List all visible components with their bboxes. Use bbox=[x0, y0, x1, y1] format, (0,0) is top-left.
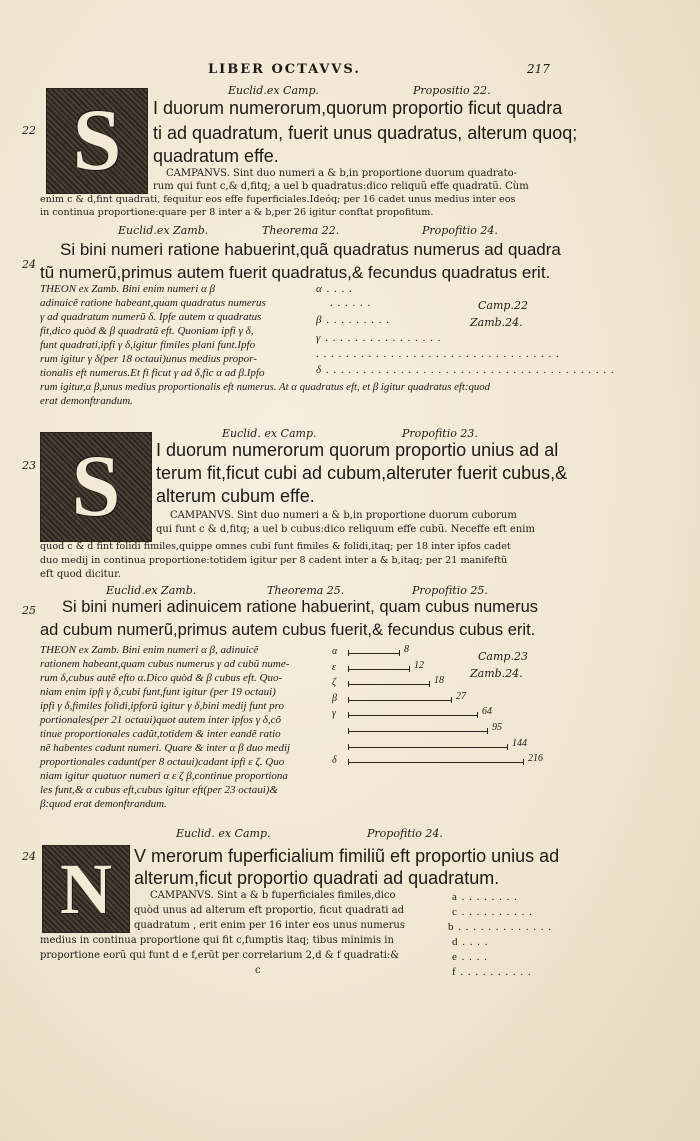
prop25-theon-text: niam igitur quatuor numeri α ε ζ β,continue proportiona bbox=[40, 770, 288, 782]
prop22-margin-number: 22 bbox=[22, 124, 36, 137]
prop23-margin-number: 23 bbox=[22, 459, 36, 472]
dotted-figure-row: α . . . . bbox=[316, 283, 353, 295]
segment-letter: ε bbox=[332, 661, 336, 673]
prop22-ref-right: Propositio 22. bbox=[413, 84, 491, 97]
dotted-figure-row: f . . . . . . . . . . bbox=[452, 966, 532, 978]
segment-value: 12 bbox=[414, 659, 424, 671]
prop24a-ref-right: Propofitio 24. bbox=[422, 224, 498, 237]
prop23-campanus-text: quod c & d fint folidi fimiles,quippe omnes cubi funt fimiles & folidi,itaq; per 18 inter ipfos cadet bbox=[40, 541, 511, 552]
dotted-figure-row: b . . . . . . . . . . . . . bbox=[448, 921, 552, 933]
prop23-campanus-text: qui funt c & d,fitq; a uel b cubus:dico reliquum effe cubũ. Neceffe eft enim bbox=[156, 524, 535, 535]
prop22-campanus-text: in continua proportione:quare per 8 inter a & b,per 26 igitur conftat propofitum. bbox=[40, 207, 434, 218]
prop24a-theon-text: adinuicẽ ratione habeant,quam quadratus numerus bbox=[40, 297, 266, 309]
segment-line bbox=[348, 747, 508, 748]
prop25-theon-text: nẽ habentes cadunt numeri. Quare & inter α β duo medij bbox=[40, 742, 291, 754]
segment-letter: β bbox=[332, 692, 337, 704]
prop24a-theon-text: γ ad quadratum numerũ δ. Ipfe autem α quadratus bbox=[40, 311, 262, 323]
prop24a-theon-text: THEON ex Zamb. Bini enim numeri α β bbox=[40, 283, 216, 295]
segment-letter: γ bbox=[332, 708, 336, 720]
segment-line bbox=[348, 700, 452, 701]
decorated-initial-s: S bbox=[40, 432, 152, 542]
prop24b-campanus-text: medius in continua proportione qui fit c,fumptis itaq; tibus minimis in bbox=[40, 935, 394, 946]
zamb-reference: Zamb.24. bbox=[470, 667, 523, 680]
segment-line bbox=[348, 684, 430, 685]
prop22-campanus-text: enim c & d,fint quadrati, fequitur eos effe fuperficiales.Ideóq; per 16 cadet unus medius inter eos bbox=[40, 194, 516, 205]
page-number: 217 bbox=[527, 62, 550, 76]
decorated-initial-s: S bbox=[46, 88, 148, 194]
dotted-figure-row: e . . . . bbox=[452, 951, 488, 963]
segment-value: 216 bbox=[528, 753, 543, 765]
zamb-reference: Zamb.24. bbox=[470, 316, 523, 329]
prop25-ref-mid: Theorema 25. bbox=[267, 584, 345, 597]
prop25-theon-text: rum δ,cubus autẽ efto α.Dico quòd & β cubus eft. Quo- bbox=[40, 672, 283, 684]
dotted-figure-row: γ . . . . . . . . . . . . . . . . bbox=[316, 332, 442, 344]
prop23-ref-left: Euclid. ex Camp. bbox=[222, 427, 317, 440]
prop23-ref-right: Propofitio 23. bbox=[402, 427, 478, 440]
prop24a-theon-text: fit,dico quòd & β quadratũ eft. Quoniam ipfi γ δ, bbox=[40, 325, 254, 337]
prop25-statement-line: Si bini numeri adinuicem ratione habuerint, quam cubus numerus bbox=[62, 598, 539, 616]
prop25-theon-text: les funt,& α cubus eft,cubus igitur eft(per 23 octaui)& bbox=[40, 784, 278, 796]
prop23-campanus-text: duo medij in continua proportione:totidem igitur per 8 cadent inter a & b,itaq; per 21 manifeftũ bbox=[40, 555, 508, 566]
segment-value: 64 bbox=[482, 706, 492, 718]
segment-value: 27 bbox=[456, 690, 466, 702]
segment-value: 144 bbox=[512, 737, 527, 749]
dotted-figure-row: β . . . . . . . . . bbox=[316, 314, 390, 326]
dotted-figure-row: d . . . . bbox=[452, 936, 489, 948]
prop24a-theon-text: funt quadrati,ipfi γ δ,igitur fimiles plani funt.Ipfo bbox=[40, 339, 256, 351]
prop24b-campanus-text: quòd unus ad alterum eft proportio, ficut quadrati ad bbox=[134, 905, 405, 916]
prop24b-campanus-text: c bbox=[255, 965, 261, 976]
prop24a-theon-text: rum igitur,α β,unus medius proportionalis eft numerus. At α quadratus eft, et β igitur quadratus eft:quod bbox=[40, 381, 491, 393]
prop22-ref-left: Euclid.ex Camp. bbox=[228, 84, 320, 97]
prop25-theon-text: niam enim ipfi γ δ,cubi funt,funt igitur (per 19 octaui) bbox=[40, 686, 276, 698]
prop24a-statement-line: tũ numerũ,primus autem fuerit quadratus,& fecundus quadratus erit. bbox=[40, 263, 551, 282]
prop25-ref-left: Euclid.ex Zamb. bbox=[106, 584, 197, 597]
prop24b-ref-right: Propofitio 24. bbox=[367, 827, 443, 840]
prop24b-campanus-text: CAMPANVS. Sint a & b fuperficiales fimiles,dico bbox=[150, 890, 396, 901]
prop24b-campanus-text: quadratum , erit enim per 16 inter eos unus numerus bbox=[134, 920, 405, 931]
segment-value: 8 bbox=[404, 644, 409, 655]
segment-letter: α bbox=[332, 646, 338, 657]
prop25-theon-text: proportionales cadunt(per 8 octaui)cadant ipfi ε ζ. Quo bbox=[40, 756, 285, 768]
segment-letter: δ bbox=[332, 755, 337, 767]
dotted-figure-row: δ . . . . . . . . . . . . . . . . . . . . . . . . . . . . . . . . . . . . . . . bbox=[316, 364, 615, 376]
prop25-theon-text: tinue proportionales cadũt,totidem & inter eandẽ ratio bbox=[40, 728, 281, 740]
prop22-campanus-text: CAMPANVS. Sint duo numeri a & b,in proportione duorum quadrato- bbox=[166, 168, 518, 179]
prop25-theon-text: THEON ex Zamb. Bini enim numeri α β, adinuicẽ bbox=[40, 644, 259, 656]
prop24b-statement-line: V merorum fuperficialium fimiliũ eft proportio unius ad bbox=[134, 846, 560, 866]
dotted-figure-row: a . . . . . . . . bbox=[452, 891, 518, 903]
segment-line bbox=[348, 731, 488, 732]
prop22-statement-line: ti ad quadratum, fuerit unus quadratus, alterum quoq; bbox=[153, 123, 578, 143]
dotted-figure-row: c . . . . . . . . . . bbox=[452, 906, 533, 918]
segment-line bbox=[348, 715, 478, 716]
prop24a-theon-text: erat demonftrandum. bbox=[40, 395, 133, 407]
prop25-theon-text: β:quod erat demonftrandum. bbox=[40, 798, 167, 810]
camp-reference: Camp.23 bbox=[478, 650, 528, 663]
prop25-theon-text: ipfi γ δ,fimiles folidi,ipforũ igitur γ δ,bini medij funt pro bbox=[40, 700, 284, 712]
dotted-figure-row: . . . . . . bbox=[330, 297, 372, 309]
prop23-campanus-text: eft quod dicitur. bbox=[40, 569, 121, 580]
prop24a-ref-left: Euclid.ex Zamb. bbox=[118, 224, 209, 237]
prop24a-theon-text: tionalis eft numerus.Et fi ficut γ ad δ,fic α ad β.Ipfo bbox=[40, 367, 265, 379]
prop23-statement-line: terum fit,ficut cubi ad cubum,alteruter fuerit cubus,& bbox=[156, 463, 568, 483]
prop22-campanus-text: rum qui funt c,& d,fitq; a uel b quadratus:dico reliquũ effe quadratũ. Cùm bbox=[153, 181, 529, 192]
prop24a-theon-text: rum igitur γ δ(per 18 octaui)unus medius propor- bbox=[40, 353, 257, 365]
prop24b-ref-left: Euclid. ex Camp. bbox=[176, 827, 271, 840]
dotted-figure-row: . . . . . . . . . . . . . . . . . . . . . . . . . . . . . . . . . bbox=[316, 348, 560, 360]
prop24b-margin-number: 24 bbox=[22, 850, 36, 863]
prop25-statement-line: ad cubum numerũ,primus autem cubus fuerit,& fecundus cubus erit. bbox=[40, 621, 536, 639]
prop25-theon-text: rationem habeant,quam cubus numerus γ ad cubũ nume- bbox=[40, 658, 290, 670]
decorated-initial-n: N bbox=[42, 845, 130, 933]
prop24a-ref-mid: Theorema 22. bbox=[262, 224, 340, 237]
segment-letter: ζ bbox=[332, 677, 337, 689]
segment-value: 95 bbox=[492, 722, 502, 733]
segment-line bbox=[348, 669, 410, 670]
camp-reference: Camp.22 bbox=[478, 299, 528, 312]
running-header: LIBER OCTAVVS. bbox=[208, 62, 361, 77]
prop23-statement-line: alterum cubum effe. bbox=[156, 486, 315, 506]
prop24b-statement-line: alterum,ficut proportio quadrati ad quadratum. bbox=[134, 868, 500, 888]
prop23-statement-line: I duorum numerorum quorum proportio unius ad al bbox=[156, 440, 559, 460]
segment-line bbox=[348, 762, 524, 763]
prop24b-campanus-text: proportione eorũ qui funt d e f,erũt per correlarium 2,d & f quadrati:& bbox=[40, 950, 400, 961]
prop22-statement-line: quadratum effe. bbox=[153, 146, 279, 166]
segment-line bbox=[348, 653, 400, 654]
prop25-margin-number: 25 bbox=[22, 604, 36, 617]
prop25-ref-right: Propofitio 25. bbox=[412, 584, 488, 597]
prop24a-margin-number: 24 bbox=[22, 258, 36, 271]
segment-value: 18 bbox=[434, 675, 444, 687]
prop22-statement-line: I duorum numerorum,quorum proportio ficut quadra bbox=[153, 98, 563, 118]
prop25-theon-text: portionales(per 21 octaui)quot autem inter ipfos γ δ,cõ bbox=[40, 714, 282, 726]
prop23-campanus-text: CAMPANVS. Sint duo numeri a & b,in proportione duorum cuborum bbox=[170, 510, 517, 521]
prop24a-statement-line: Si bini numeri ratione habuerint,quã quadratus numerus ad quadra bbox=[60, 240, 561, 259]
